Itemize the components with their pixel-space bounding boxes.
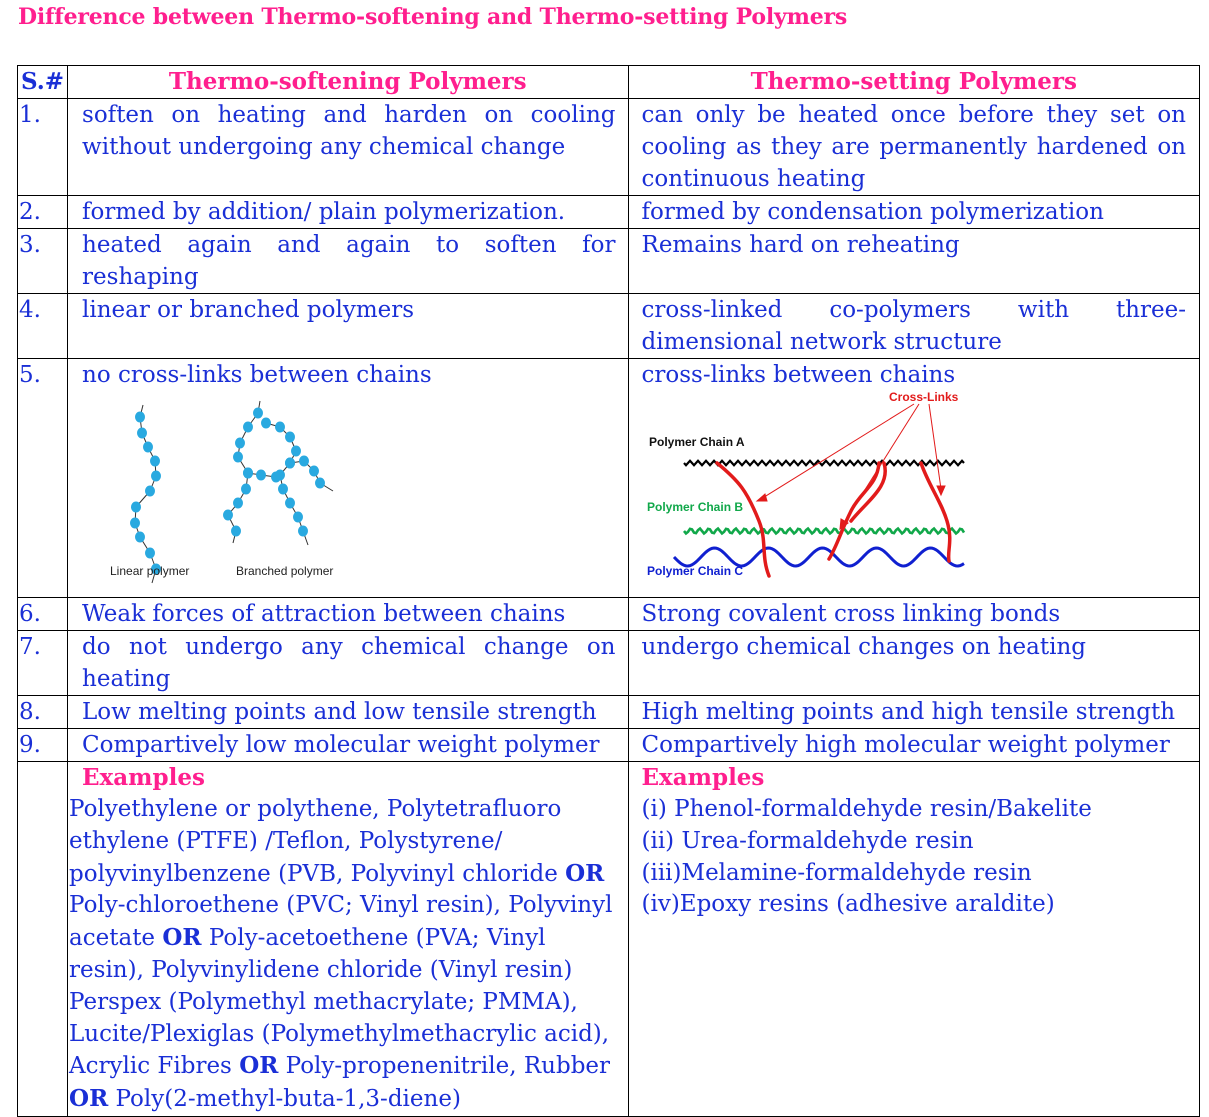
softening-cell: formed by addition/ plain polymerization. [82, 199, 566, 225]
softening-cell: no cross-links between chains [82, 362, 432, 388]
linear-branched-figure [68, 391, 627, 597]
monomer-bead [271, 472, 281, 483]
examples-heading: Examples [641, 764, 765, 791]
page-title: Difference between Thermo-softening and Thermo-setting Polymers [18, 4, 848, 30]
cross-link-bond [851, 463, 885, 521]
monomer-bead [298, 526, 308, 537]
monomer-bead [131, 502, 141, 513]
cross-link-diagram [629, 391, 1200, 597]
monomer-bead [243, 468, 253, 479]
softening-cell: soften on heating and harden on cooling without undergoing any chemical change [82, 102, 616, 160]
header-thermo-setting: Thermo-setting Polymers [628, 66, 1200, 99]
cross-link-figure [629, 391, 1200, 597]
softening-examples [68, 794, 627, 1116]
example-text: Poly(2-methyl-buta-1,3-diene) [108, 1086, 461, 1113]
branched-polymer-label: Branched polymer [236, 564, 334, 578]
setting-cell: formed by condensation polymerization [641, 199, 1104, 225]
linear-polymer-chain [130, 405, 161, 583]
arrowhead [757, 494, 767, 501]
pointer-line [761, 404, 914, 499]
softening-cell: Weak forces of attraction between chains [82, 601, 566, 627]
linear-branched-diagram [68, 391, 628, 597]
example-text: Poly-acetoethene (PVA; Vinyl resin), Polyvinylidene chloride (Vinyl resin) Perspex (Polymethyl methacrylate; PMMA), Lucite/Plexiglas (Polymethylmethacrylic acid), Acrylic Fibres [69, 925, 610, 1080]
table-row [18, 598, 1200, 631]
row-number: 2. [19, 199, 41, 225]
softening-cell: linear or branched polymers [82, 297, 415, 323]
row-number: 3. [19, 232, 41, 258]
monomer-bead [261, 418, 271, 429]
monomer-bead [299, 456, 309, 467]
table-row [18, 631, 1200, 696]
comparison-table [17, 65, 1200, 1117]
row-number: 9. [19, 732, 41, 758]
setting-cell: undergo chemical changes on heating [641, 634, 1086, 660]
example-item: (iv)Epoxy resins (adhesive araldite) [641, 891, 1055, 918]
monomer-bead [315, 478, 325, 489]
cross-link-bond [717, 463, 769, 576]
softening-cell: do not undergo any chemical change on heating [82, 634, 616, 692]
monomer-bead [256, 470, 266, 481]
monomer-bead [291, 446, 301, 457]
monomer-bead [135, 532, 145, 543]
or-keyword: OR [69, 1085, 109, 1113]
monomer-bead [233, 498, 243, 509]
monomer-bead [130, 518, 140, 529]
monomer-bead [151, 471, 161, 482]
monomer-bead [145, 486, 155, 497]
example-item: (ii) Urea-formaldehyde resin [641, 827, 974, 854]
monomer-bead [285, 458, 295, 469]
table-row [18, 196, 1200, 229]
table-row [18, 359, 1200, 598]
setting-cell: cross-links between chains [641, 362, 956, 388]
table-row [18, 729, 1200, 762]
chain-c-label: Polymer Chain C [646, 564, 743, 578]
setting-cell: Compartively high molecular weight polymer [641, 732, 1170, 758]
example-item: (iii)Melamine-formaldehyde resin [641, 859, 1032, 886]
monomer-bead [253, 408, 263, 419]
cross-link-bond [829, 463, 879, 559]
monomer-bead [275, 422, 285, 433]
monomer-bead [233, 452, 243, 463]
monomer-bead [137, 428, 147, 439]
table-row [18, 229, 1200, 294]
setting-cell: Remains hard on reheating [641, 232, 960, 258]
monomer-bead [150, 456, 160, 467]
table-row [18, 696, 1200, 729]
example-item: (i) Phenol-formaldehyde resin/Bakelite [641, 796, 1092, 822]
branched-polymer-chain [223, 401, 333, 545]
example-text: Poly-propenenitrile, Rubber [278, 1053, 611, 1080]
monomer-bead [223, 510, 233, 521]
table-row [18, 99, 1200, 196]
setting-cell: can only be heated once before they set on cooling as they are permanently hardened on continuous heating [641, 102, 1186, 192]
table-row [18, 294, 1200, 359]
cross-links-label: Cross-Links [888, 391, 958, 404]
linear-polymer-label: Linear polymer [110, 564, 190, 578]
setting-cell: Strong covalent cross linking bonds [641, 601, 1061, 627]
monomer-bead [143, 442, 153, 453]
example-text: Poly-chloroethene (PVC; Vinyl resin), Polyvinyl acetate [69, 892, 613, 952]
softening-cell: Low melting points and low tensile strength [82, 699, 597, 725]
softening-cell: Compartively low molecular weight polymer [82, 732, 600, 758]
row-number: 5. [19, 362, 41, 388]
monomer-bead [135, 412, 145, 423]
examples-row [18, 762, 1200, 1117]
row-number: 6. [19, 601, 41, 627]
monomer-bead [231, 526, 241, 537]
header-thermo-softening: Thermo-softening Polymers [68, 66, 628, 99]
monomer-bead [241, 484, 251, 495]
setting-cell: cross-linked co-polymers with three-dimensional network structure [641, 297, 1186, 355]
row-number: 8. [19, 699, 41, 725]
row-number: 7. [19, 634, 41, 660]
examples-heading: Examples [82, 764, 205, 791]
or-keyword: OR [565, 859, 605, 887]
chain-a-label: Polymer Chain A [648, 435, 745, 449]
monomer-bead [285, 432, 295, 443]
or-keyword: OR [239, 1052, 279, 1080]
header-row [18, 66, 1200, 99]
setting-cell: High melting points and high tensile strength [641, 699, 1176, 725]
row-number: 1. [19, 102, 41, 128]
row-number: 4. [19, 297, 41, 323]
setting-examples [629, 794, 1200, 921]
chain-b-label: Polymer Chain B [646, 500, 743, 514]
arrowhead [937, 486, 945, 495]
header-sn: S.# [18, 66, 68, 99]
monomer-bead [243, 422, 253, 433]
softening-cell: heated again and again to soften for reshaping [82, 232, 616, 290]
monomer-bead [293, 512, 303, 523]
chain-b-line [684, 529, 964, 534]
monomer-bead [145, 548, 155, 559]
cross-link-bond [921, 463, 950, 561]
pointer-line [929, 404, 941, 489]
monomer-bead [309, 466, 319, 477]
example-text: Polyethylene or polythene, Polytetrafluoro ethylene (PTFE) /Teflon, Polystyrene/ polyvinylbenzene (PVB, Polyvinyl chloride [69, 796, 566, 887]
monomer-bead [235, 438, 245, 449]
monomer-bead [278, 484, 288, 495]
or-keyword: OR [162, 924, 202, 952]
monomer-bead [285, 498, 295, 509]
